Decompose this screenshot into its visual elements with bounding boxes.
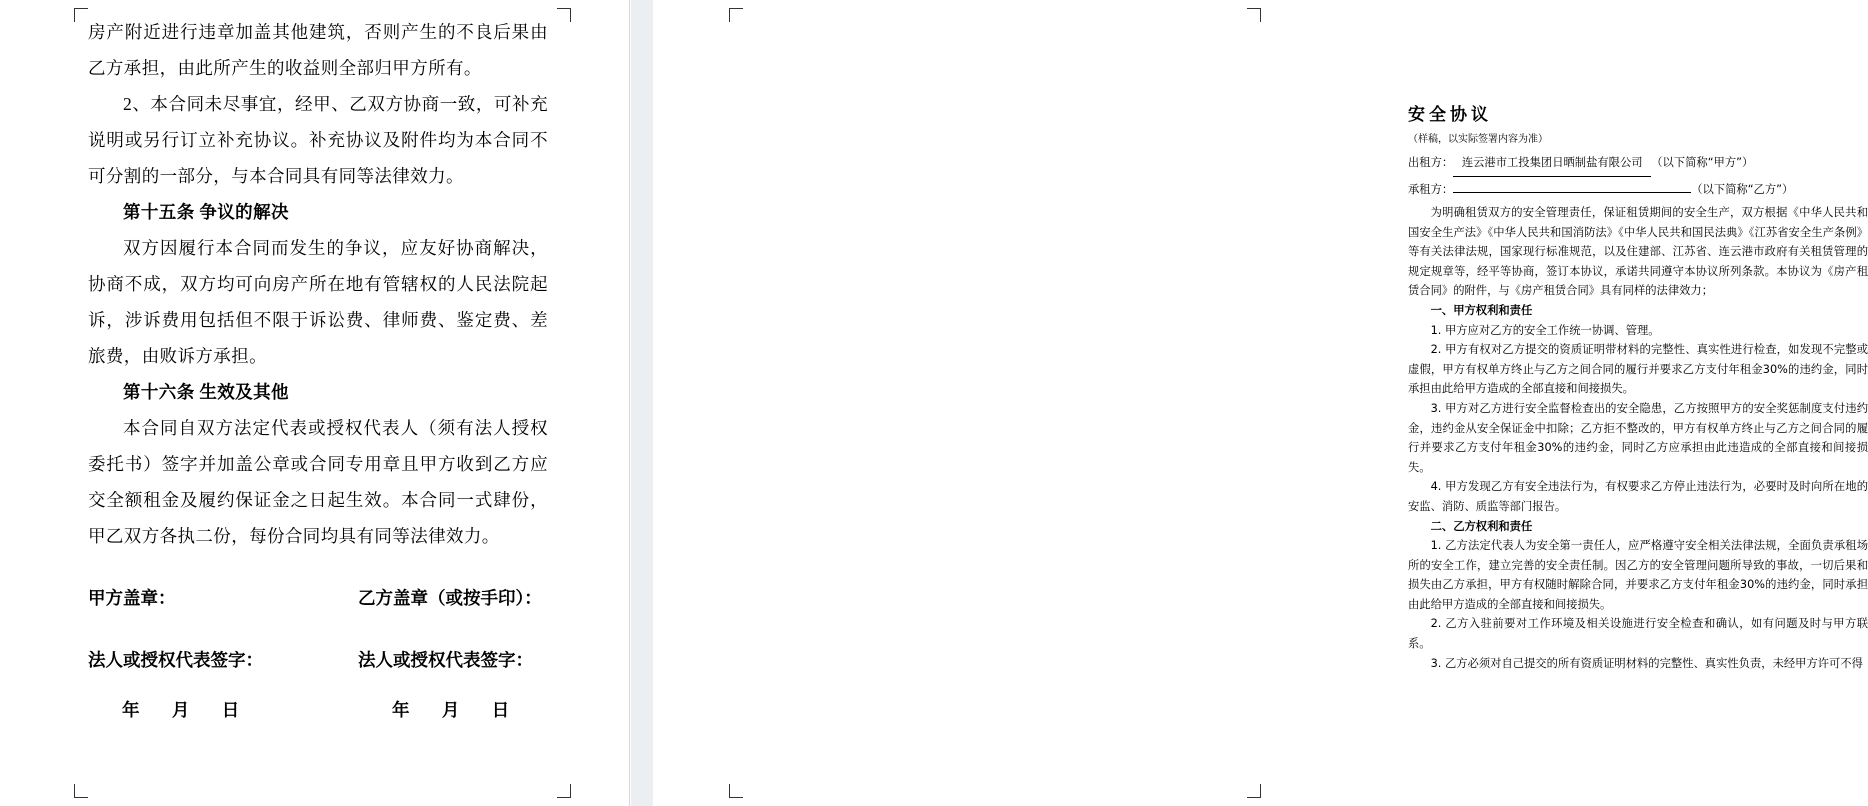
lessor-value: 连云港市工投集团日晒制盐有限公司	[1453, 150, 1651, 177]
rep-party-b-label: 法人或授权代表签字：	[358, 650, 533, 670]
paragraph: 本合同自双方法定代表或授权代表人（须有法人授权委托书）签字并加盖公章或合同专用章且甲方收到乙方应交全额租金及履约保证金之日起生效。本合同一式肆份，甲乙双方各执二份，每份合同均具有同等法律效力。	[88, 418, 548, 546]
paragraph: 房产附近进行违章加盖其他建筑，否则产生的不良后果由乙方承担，由此所产生的收益则全部归甲方所有。	[88, 22, 548, 78]
page-gutter	[631, 0, 653, 806]
scroll-edge	[1279, 0, 1283, 806]
paragraph: 双方因履行本合同而发生的争议，应友好协商解决，协商不成，双方均可向房产所在地有管辖权的人民法院起诉，涉诉费用包括但不限于诉讼费、律师费、鉴定费、差旅费，由败诉方承担。	[88, 238, 548, 366]
rep-party-a-label: 法人或授权代表签字：	[88, 650, 263, 670]
paragraph: 3. 甲方对乙方进行安全监督检查出的安全隐患，乙方按照甲方的安全奖惩制度支付违约金，违约金从安全保证金中扣除；乙方拒不整改的，甲方有权单方终止与乙方之间合同的履行并要求乙方支付年租金30%的违约金，同时乙方应承担由此违造成的全部直接和间接损失。	[1408, 401, 1868, 474]
section-heading: 二、乙方权利和责任	[1430, 519, 1533, 533]
document-page-left	[0, 0, 630, 806]
section-heading: 第十五条 争议的解决	[123, 202, 289, 222]
paragraph: 3. 乙方必须对自己提交的所有资质证明材料的完整性、真实性负责，未经甲方许可不得	[1430, 656, 1863, 670]
seal-party-a-label: 甲方盖章：	[88, 588, 176, 608]
paragraph: 4. 甲方发现乙方有安全违法行为，有权要求乙方停止违法行为，必要时及时向所在地的安监、消防、质监等部门报告。	[1408, 480, 1868, 513]
section-heading: 一、甲方权利和责任	[1430, 303, 1533, 317]
lessee-label: 承租方：	[1408, 183, 1454, 196]
document-page-right	[653, 0, 1868, 806]
lessee-value	[1453, 192, 1691, 193]
left-page-body	[88, 14, 548, 728]
date-party-b: 年 月 日	[392, 700, 524, 720]
spacer	[88, 678, 548, 692]
paragraph: 2. 乙方入驻前要对工作环境及相关设施进行安全检查和确认，如有问题及时与甲方联系。	[1408, 617, 1868, 651]
lessor-label: 出租方：	[1408, 156, 1454, 169]
paragraph: 2、本合同未尽事宜，经甲、乙双方协商一致，可补充说明或另行订立补充协议。补充协议及附件均为本合同不可分割的一部分，与本合同具有同等法律效力。	[88, 94, 548, 186]
lessor-suffix: （以下简称“甲方”）	[1651, 156, 1754, 169]
representative-signature-row	[88, 642, 548, 678]
crop-mark-bottom-left	[74, 784, 88, 798]
crop-mark-bottom-right	[557, 784, 571, 798]
paragraph: 为明确租赁双方的安全管理责任，保证租赁期间的安全生产，双方根据《中华人民共和国安全生产法》《中华人民共和国消防法》《中华人民共和国民法典》《江苏省安全生产条例》等有关法律法规，国家现行标准规范，以及住建部、江苏省、连云港市政府有关租赁管理的规定规章等，经平等协商，签订本协议，承诺共同遵守本协议所列条款。本协议为《房产租赁合同》的附件，与《房产租赁合同》具有同样的法律效力；	[1408, 206, 1868, 298]
date-party-a: 年 月 日	[122, 700, 254, 720]
crop-mark-bottom-right	[1247, 784, 1261, 798]
lessee-line	[1408, 177, 1868, 203]
crop-mark-top-left	[74, 8, 88, 22]
lessee-suffix: （以下简称“乙方”）	[1691, 183, 1794, 196]
crop-mark-top-left	[729, 8, 743, 22]
section-heading: 第十六条 生效及其他	[123, 382, 289, 402]
agreement-subtitle: （样稿，以实际签署内容为准）	[1408, 134, 1548, 145]
paragraph: 1. 乙方法定代表人为安全第一责任人，应严格遵守安全相关法律法规，全面负责承租场所的安全工作，建立完善的安全责任制。因乙方的安全管理问题所导致的事故，一切后果和损失由乙方承担，甲方有权随时解除合同，并要求乙方支付年租金30%的违约金，同时承担由此给甲方造成的全部直接和间接损失。	[1408, 539, 1868, 611]
spacer	[88, 554, 548, 580]
seal-party-b-label: 乙方盖章（或按手印）：	[358, 588, 542, 608]
seal-signature-row	[88, 580, 548, 616]
right-page-body	[1408, 100, 1868, 673]
crop-mark-top-right	[557, 8, 571, 22]
date-row	[88, 692, 548, 728]
paragraph: 1. 甲方应对乙方的安全工作统一协调、管理。	[1430, 323, 1660, 337]
paragraph: 2. 甲方有权对乙方提交的资质证明带材料的完整性、真实性进行检查，如发现不完整或虚假，甲方有权单方终止与乙方之间合同的履行并要求乙方支付年租金30%的违约金，同时承担由此给甲方造成的全部直接和间接损失。	[1408, 343, 1868, 396]
crop-mark-bottom-left	[729, 784, 743, 798]
crop-mark-top-right	[1247, 8, 1261, 22]
agreement-title: 安全协议	[1408, 105, 1492, 125]
spacer	[88, 616, 548, 642]
lessor-line	[1408, 150, 1868, 177]
